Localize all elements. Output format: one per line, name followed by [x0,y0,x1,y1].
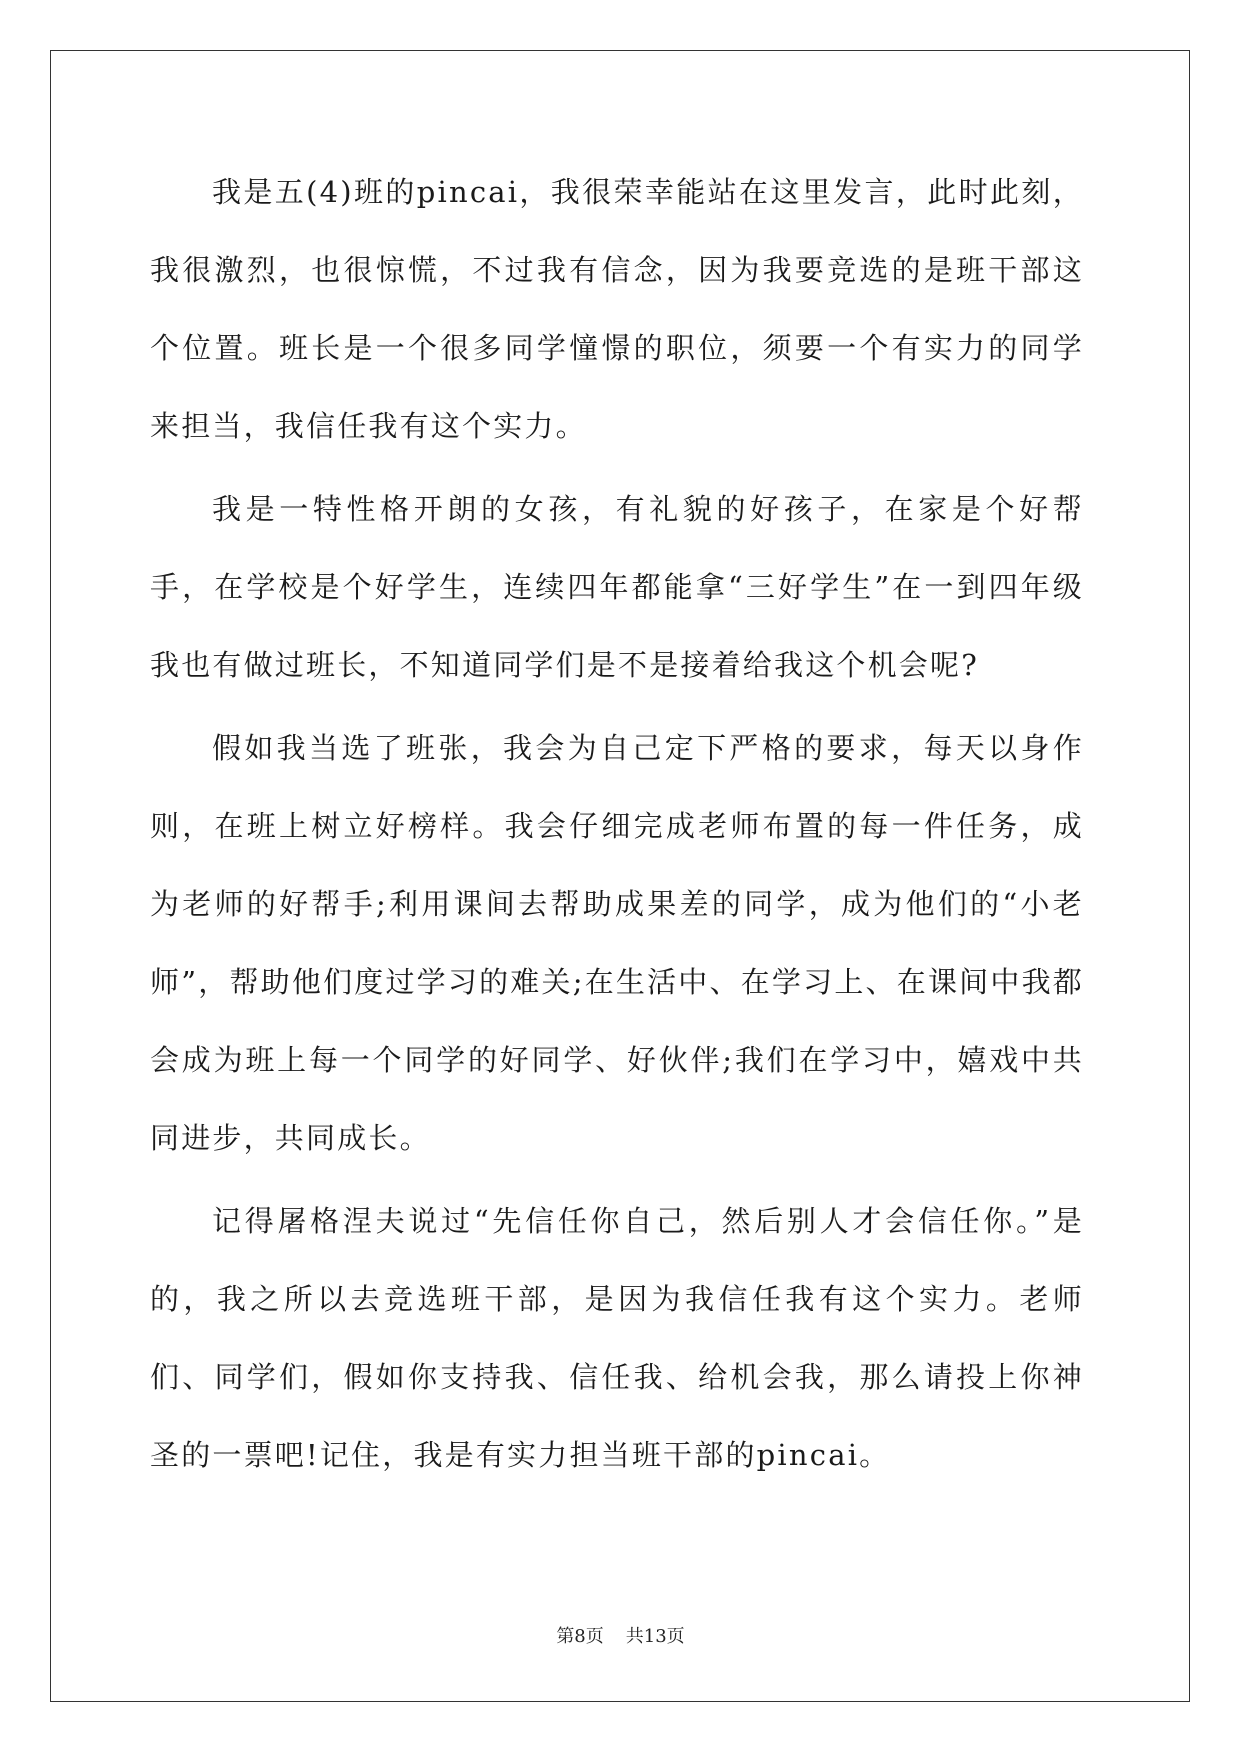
paragraph-2: 我是一特性格开朗的女孩，有礼貌的好孩子，在家是个好帮手，在学校是个好学生，连续四年都能拿“三好学生”在一到四年级我也有做过班长，不知道同学们是不是接着给我这个机会呢? [150,492,1084,682]
page-total: 共13页 [625,1626,685,1647]
paragraph-3: 假如我当选了班张，我会为自己定下严格的要求，每天以身作则，在班上树立好榜样。我会仔细完成老师布置的每一件任务，成为老师的好帮手;利用课间去帮助成果差的同学，成为他们的“小老师”，帮助他们度过学习的难关;在生活中、在学习上、在课间中我都会成为班上每一个同学的好同学、好伙伴;我们在学习中，嬉戏中共同进步，共同成长。 [150,731,1084,1155]
paragraph-1: 我是五(4)班的pincai，我很荣幸能站在这里发言，此时此刻，我很激烈，也很惊慌，不过我有信念，因为我要竞选的是班干部这个位置。班长是一个很多同学憧憬的职位，须要一个有实力的同学来担当，我信任我有这个实力。 [150,175,1084,443]
paragraph-4: 记得屠格涅夫说过“先信任你自己，然后别人才会信任你。”是的，我之所以去竞选班干部，是因为我信任我有这个实力。老师们、同学们，假如你支持我、信任我、给机会我，那么请投上你神圣的一票吧!记住，我是有实力担当班干部的pincai。 [150,1204,1084,1472]
page-number: 第8页 [556,1626,604,1647]
document-body [150,153,1084,1499]
page-footer [0,1622,1241,1648]
